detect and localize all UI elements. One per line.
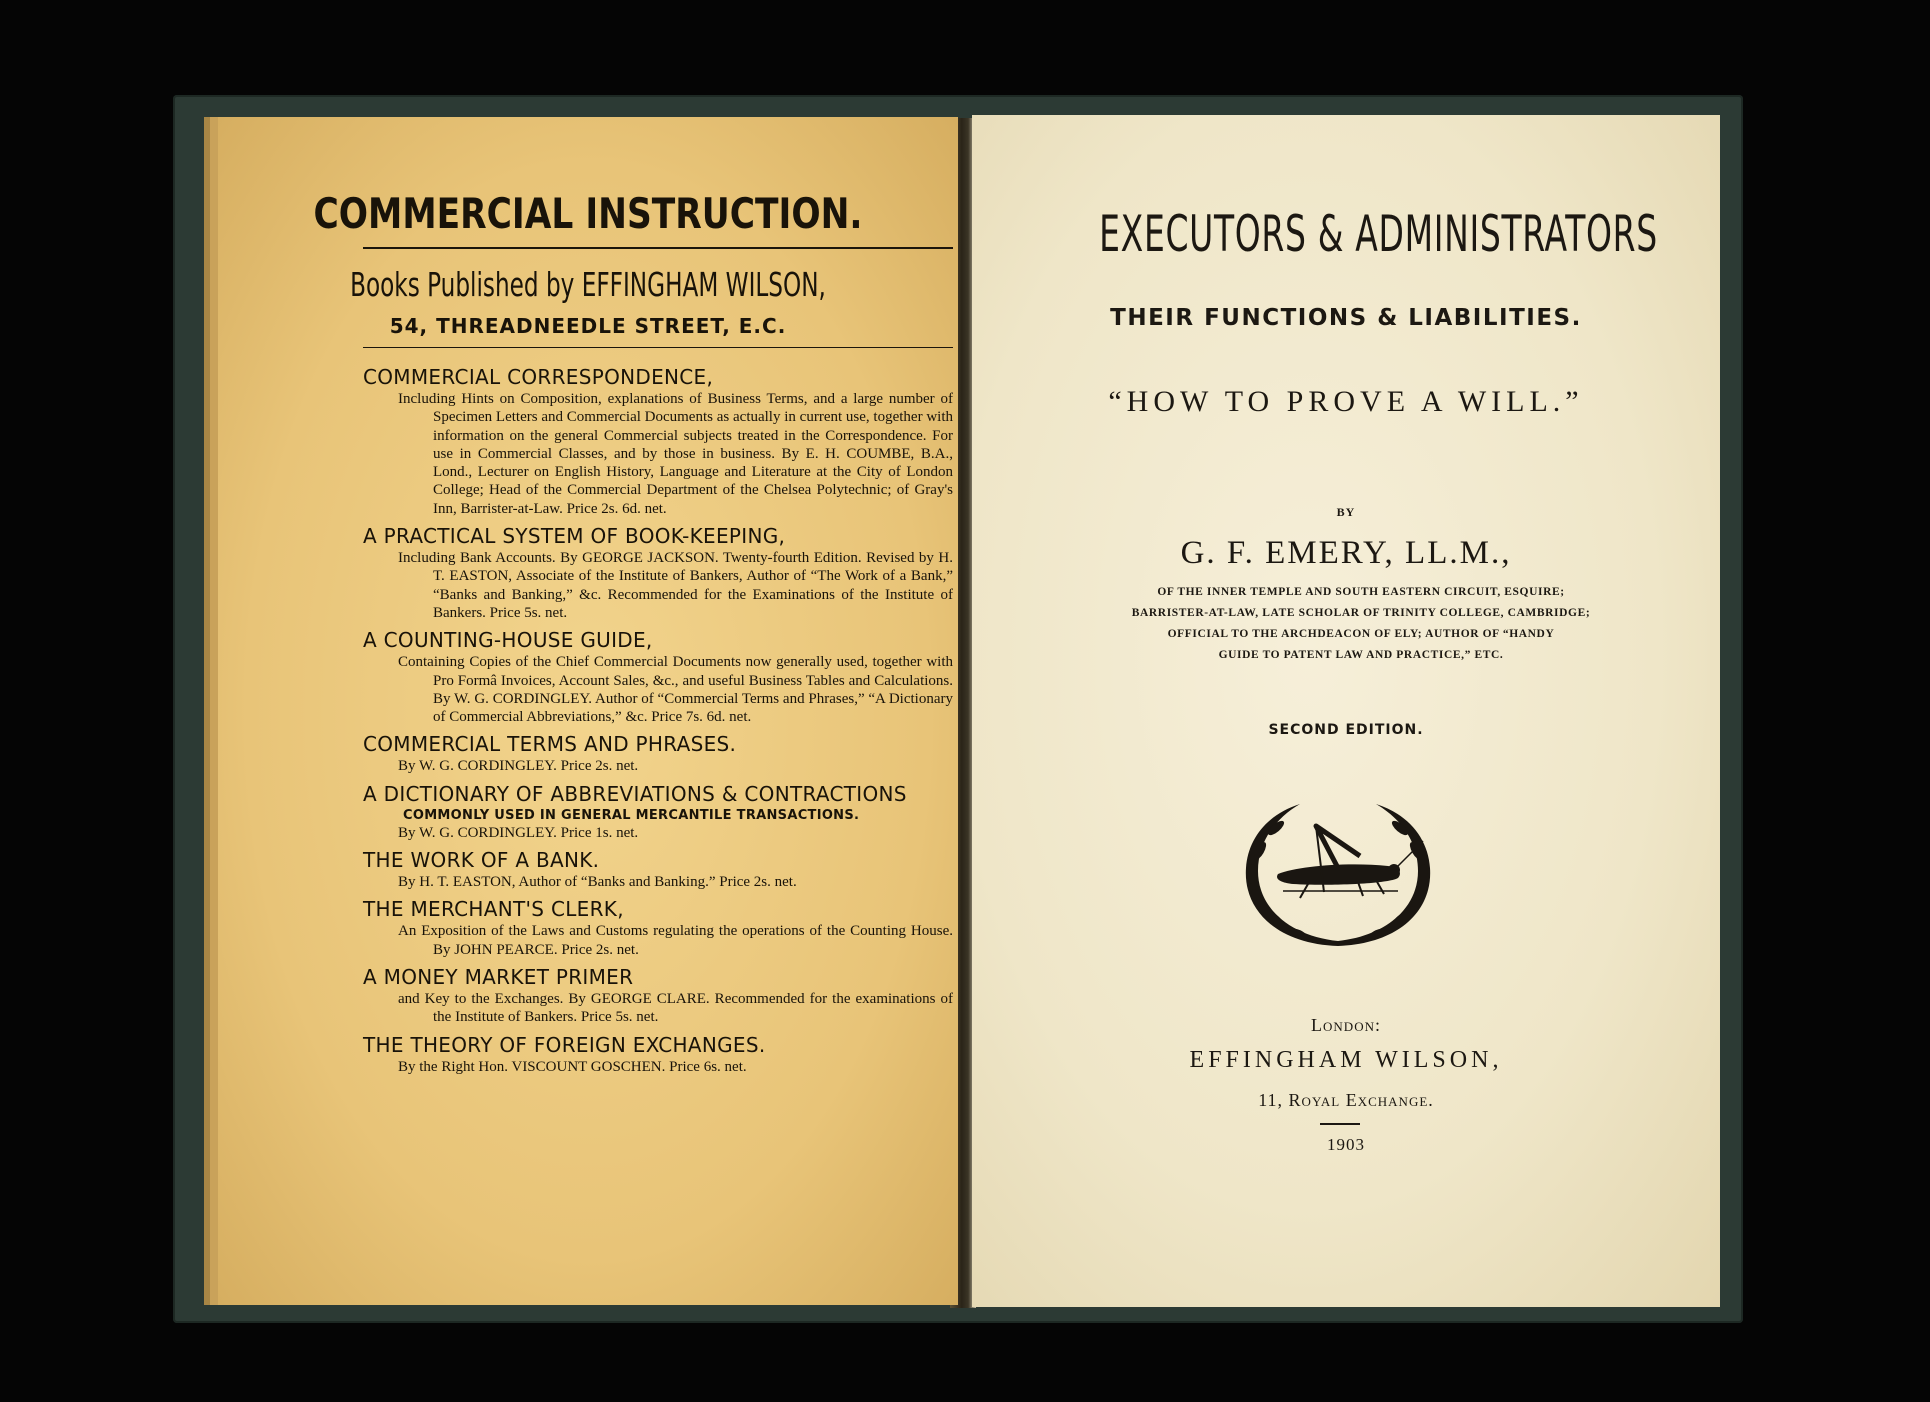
left-page-catalogue (218, 117, 958, 1305)
book-description: Containing Copies of the Chief Commercial Documents now generally used, together with Pro Formâ Invoices, Account Sales, &c., and useful Business Tables and Calculations. By W. G. CORDINGLEY. Author of “Commercial Terms and Phrases,” “A Dictionary of Commercial Abbreviations,” &c. Price 7s. 6d. net. (398, 654, 953, 726)
book-title: THE THEORY OF FOREIGN EXCHANGES. (363, 1032, 766, 1057)
book-title: A DICTIONARY OF ABBREVIATIONS & CONTRACTIONS (363, 781, 907, 806)
book-title: THE MERCHANT'S CLERK, (363, 897, 624, 922)
book-entry (363, 897, 953, 959)
book-description: and Key to the Exchanges. By GEORGE CLARE. Recommended for the examinations of the Institute of Bankers. Price 5s. net. (398, 990, 953, 1026)
book-description: Including Bank Accounts. By GEORGE JACKSON. Twenty-fourth Edition. Revised by H. T. EASTON, Associate of the Institute of Bankers, Author of “The Work of a Bank,” “Banks and Banking,” &c. Recommended for the Examinations of the Institute of Bankers. Price 5s. net. (398, 550, 953, 621)
book-description: By the Right Hon. VISCOUNT GOSCHEN. Price 6s. net. (398, 1058, 747, 1075)
book-title: A COUNTING-HOUSE GUIDE, (363, 628, 653, 653)
book-tagline: “HOW TO PROVE A WILL.” (1108, 385, 1584, 418)
by-label: BY (1336, 505, 1356, 519)
author-credentials (1032, 582, 1690, 666)
author-name: G. F. EMERY, LL.M., (1180, 535, 1512, 571)
year-rule (1320, 1123, 1360, 1125)
book-title: A MONEY MARKET PRIMER (363, 964, 634, 989)
publisher-name: EFFINGHAM WILSON, (1189, 1047, 1503, 1073)
book-description: By W. G. CORDINGLEY. Price 1s. net. (398, 824, 639, 841)
title-rule (363, 247, 953, 249)
header-rule (363, 347, 953, 348)
publisher-line: Books Published by EFFINGHAM WILSON, (350, 265, 826, 304)
book-subtitle: THEIR FUNCTIONS & LIABILITIES. (1110, 305, 1582, 331)
book-list (363, 365, 953, 1082)
catalogue-title: COMMERCIAL INSTRUCTION. (313, 189, 863, 238)
book-title: COMMERCIAL CORRESPONDENCE, (363, 365, 714, 389)
book-entry (363, 732, 953, 775)
publication-year: 1903 (1327, 1135, 1365, 1154)
book-entry (363, 1033, 953, 1076)
book-title: COMMERCIAL TERMS AND PHRASES. (363, 732, 737, 757)
book-subtitle: COMMONLY USED IN GENERAL MERCANTILE TRANSACTIONS. (403, 807, 860, 823)
book-entry (363, 628, 953, 726)
book-title: THE WORK OF A BANK. (363, 848, 600, 873)
book-entry (363, 848, 953, 891)
publisher-address: 11, Royal Exchange. (1258, 1090, 1434, 1110)
publisher-address: 54, THREADNEEDLE STREET, E.C. (389, 314, 787, 338)
book-description: Including Hints on Composition, explanations of Business Terms, and a large number of Specimen Letters and Commercial Documents as actually in current use, together with information on the general Commercial subjects treated in the Correspondence. For use in Commercial Classes, and by those in business. By E. H. COUMBE, B.A., Lond., Lecturer on English History, Language and Literature at the City of London College; Head of the Commercial Department of the Chelsea Polytechnic; of Gray's Inn, Barrister-at-Law. Price 2s. 6d. net. (398, 391, 953, 517)
credential-line: BARRISTER-AT-LAW, LATE SCHOLAR OF TRINITY COLLEGE, CAMBRIDGE; (1131, 607, 1591, 619)
book-main-title: EXECUTORS & ADMINISTRATORS (1099, 205, 1658, 263)
right-page-title-page (972, 115, 1720, 1307)
book-description: By H. T. EASTON, Author of “Banks and Banking.” Price 2s. net. (398, 874, 797, 891)
credential-line: OF THE INNER TEMPLE AND SOUTH EASTERN CIRCUIT, ESQUIRE; (1157, 586, 1565, 598)
book-description: An Exposition of the Laws and Customs regulating the operations of the Counting House. By JOHN PEARCE. Price 2s. net. (398, 923, 953, 958)
book-entry (363, 965, 953, 1027)
book-description: By W. G. CORDINGLEY. Price 2s. net. (398, 758, 639, 775)
book-entry (363, 782, 953, 842)
edition-label: SECOND EDITION. (1268, 722, 1424, 738)
book-entry (363, 365, 953, 518)
grasshopper-wreath-icon (1238, 796, 1438, 951)
book-entry (363, 524, 953, 622)
publication-city: London: (1311, 1015, 1381, 1035)
book-title: A PRACTICAL SYSTEM OF BOOK-KEEPING, (363, 524, 786, 549)
credential-line: GUIDE TO PATENT LAW AND PRACTICE,” ETC. (1218, 649, 1504, 661)
credential-line: OFFICIAL TO THE ARCHDEACON OF ELY; AUTHOR OF “HANDY (1167, 628, 1555, 640)
